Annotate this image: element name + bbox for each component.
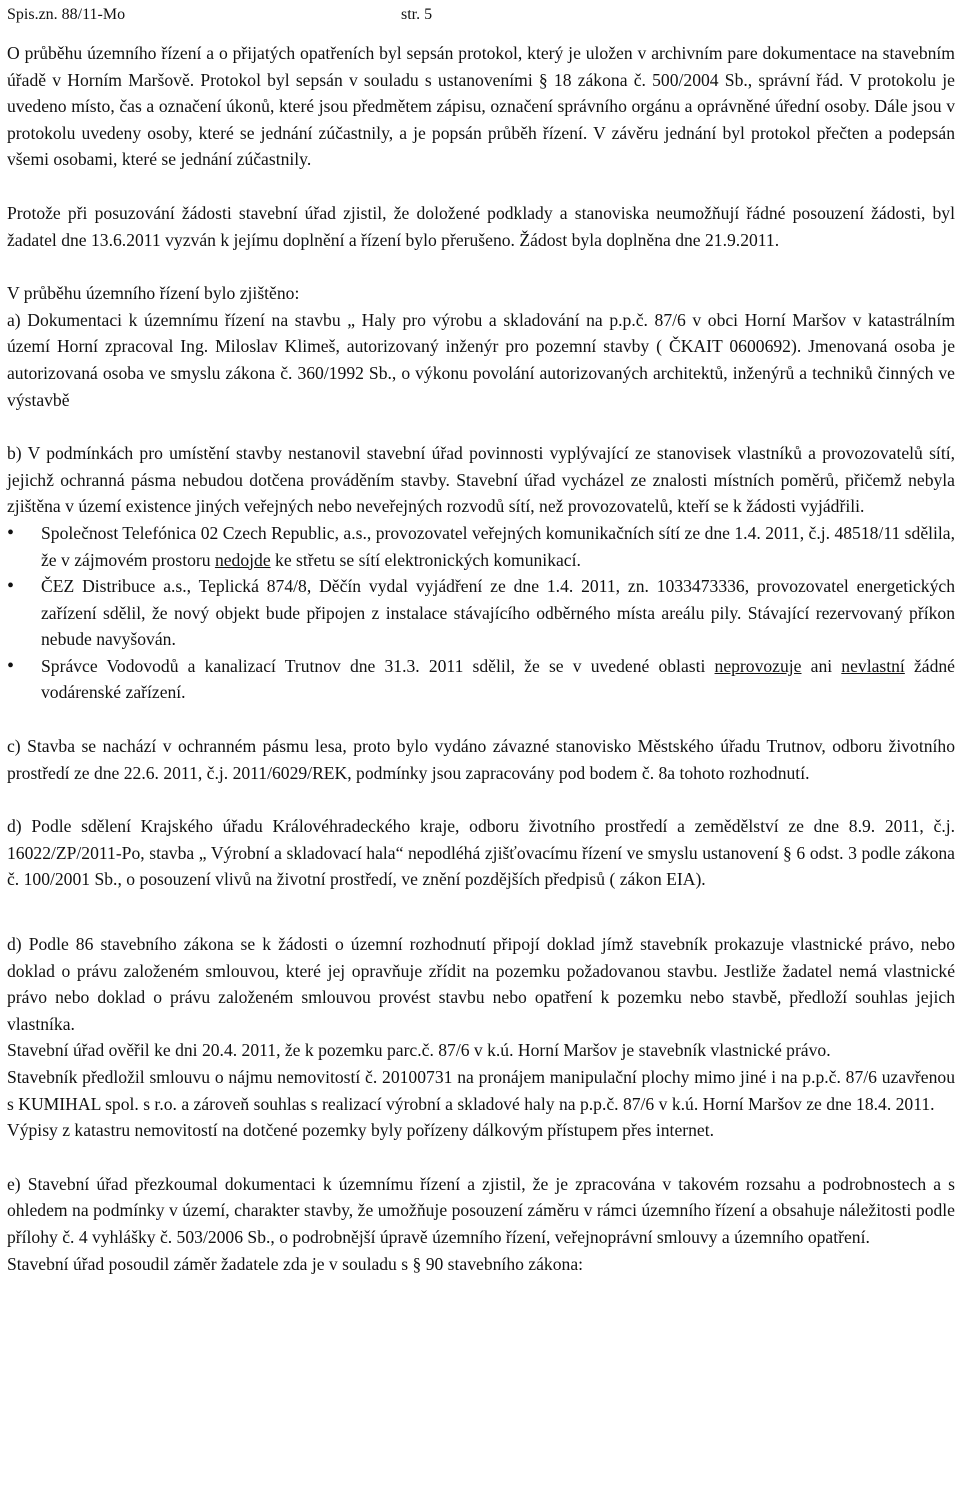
page-number: str. 5: [401, 6, 433, 23]
network-operators-list: [7, 520, 955, 706]
underlined-text: neprovozuje: [714, 655, 802, 676]
list-item: [7, 520, 955, 573]
list-item: [7, 573, 955, 653]
underlined-text: nedojde: [214, 549, 271, 570]
finding-d-eia: d) Podle sdělení Krajského úřadu Královéhradeckého kraje, odboru životního prostředí a zemědělství ze dne 8.9. 2011, č.j. 16022/ZP/2011-Po, stavba „ Výrobní a skladovací hala“ nepodléhá zjišťovacímu řízení ve smyslu ustanovení § 6 odst. 3 podle zákona č. 100/2001 Sb., o posouzení vlivů na životní prostředí, ve znění pozdějších předpisů ( zákon EIA).: [7, 816, 955, 890]
document-page: [7, 0, 955, 1277]
cadastre-extracts: Výpisy z katastru nemovitostí na dotčené pozemky byly pořízeny dálkovým přístupem přes internet.: [7, 1120, 715, 1141]
findings-intro: V průběhu územního řízení bylo zjištěno:: [7, 283, 300, 304]
bullet-icon: •: [7, 575, 15, 598]
paragraph-protocol: O průběhu územního řízení a o přijatých opatřeních byl sepsán protokol, který je uložen v archivním pare dokumentace na stavebním úřadě v Horním Maršově. Protokol byl sepsán v souladu s ustanoveními § 18 zákona č. 500/2004 Sb., správní řád. V protokolu je uvedeno místo, čas a označení úkonů, které jsou předmětem zápisu, označení správního orgánu a oprávněné úřední osoby. Dále jsou v protokolu uvedeny osoby, které se jednání zúčastnily, a je popsán průběh řízení. V závěru jednání byl protokol přečten a podepsán všemi osobami, které se jednání zúčastnily.: [7, 43, 955, 170]
bullet-text: ČEZ Distribuce a.s., Teplická 874/8, Děčín vydal vyjádření ze dne 1.4. 2011, zn. 1033473336, provozovatel energetických zařízení sdělil, že nový objekt bude připojen z instalace stávajícího odběrného místa areálu pily. Stávající rezervovaný příkon nebude navyšován.: [41, 576, 955, 650]
finding-e: e) Stavební úřad přezkoumal dokumentaci k územnímu řízení a zjistil, že je zpracována v takovém rozsahu a podrobnostech a s ohledem na podmínky v území, charakter stavby, že umožňuje posouzení záměru v rámci územního řízení a obsahuje náležitosti podle přílohy č. 4 vyhlášky č. 503/2006 Sb., o podrobnější úpravě územního řízení, veřejnoprávní smlouvy a územního opatření.: [7, 1173, 955, 1247]
list-item: [7, 653, 955, 706]
page-header: [7, 2, 955, 28]
paragraph-interruption: Protože při posuzování žádosti stavební úřad zjistil, že doložené podklady a stanoviska neumožňují řádné posouzení žádosti, byl žadatel dne 13.6.2011 vyzván k jejímu doplnění a řízení bylo přerušeno. Žádost byla doplněna dne 21.9.2011.: [7, 202, 955, 250]
finding-a: a) Dokumentaci k územnímu řízení na stavbu „ Haly pro výrobu a skladování na p.p.č. 87/6 v obci Horní Maršov v katastrálním území Horní zpracoval Ing. Miloslav Klimeš, autorizovaný inženýr pro pozemní stavby ( ČKAIT 0600692). Jmenovaná osoba je autorizovaná osoba ve smyslu zákona č. 360/1992 Sb., o výkonu povolání autorizovaných architektů, inženýrů a techniků činných ve výstavbě: [7, 309, 955, 410]
assessment-line: Stavební úřad posoudil záměr žadatele zda je v souladu s § 90 stavebního zákona:: [7, 1253, 584, 1274]
lease-contract: Stavebník předložil smlouvu o nájmu nemovitostí č. 20100731 na pronájem manipulační plochy mimo jiné i na p.p.č. 87/6 uzavřenou s KUMIHAL spol. s r.o. a zároveň souhlas s realizací výrobní a skladové haly na p.p.č. 87/6 v k.ú. Horní Maršov ze dne 18.4. 2011.: [7, 1067, 955, 1114]
bullet-text: ani: [801, 655, 842, 676]
finding-c: c) Stavba se nachází v ochranném pásmu lesa, proto bylo vydáno závazné stanovisko Městského úřadu Trutnov, odboru životního prostředí ze dne 22.6. 2011, č.j. 2011/6029/REK, podmínky jsou zapracovány pod bodem č. 8a tohoto rozhodnutí.: [7, 736, 955, 783]
file-reference: Spis.zn. 88/11-Mo: [7, 6, 126, 23]
bullet-icon: •: [7, 654, 15, 677]
bullet-text: ke střetu se sítí elektronických komunikací.: [270, 549, 581, 570]
finding-d-ownership: d) Podle 86 stavebního zákona se k žádosti o územní rozhodnutí připojí doklad jímž stavebník prokazuje vlastnické právo, nebo doklad o právu založeném smlouvou, které jej opravňuje zřídit na pozemku požadovanou stavbu. Jestliže žadatel nemá vlastnické právo nebo doklad o právu založeném smlouvou provést stavbu nebo opatření k pozemku nebo stavbě, předloží souhlas jejich vlastníka.: [7, 934, 955, 1034]
bullet-icon: •: [7, 521, 15, 544]
bullet-text: žádné vodárenské zařízení.: [41, 655, 955, 703]
bullet-text: Správce Vodovodů a kanalizací Trutnov dne 31.3. 2011 sdělil, že se v uvedené oblasti: [41, 655, 715, 676]
underlined-text: nevlastní: [841, 655, 905, 676]
bullet-text: Společnost Telefónica 02 Czech Republic, a.s., provozovatel veřejných komunikačních sítí ze dne 1.4. 2011, č.j. 48518/11 sdělila, že v zájmovém prostoru: [41, 522, 955, 570]
ownership-verification: Stavební úřad ověřil ke dni 20.4. 2011, že k pozemku parc.č. 87/6 v k.ú. Horní Maršov je stavebník vlastnické právo.: [7, 1040, 831, 1061]
finding-b: b) V podmínkách pro umístění stavby nestanovil stavební úřad povinnosti vyplývající ze stanovisek vlastníků a provozovatelů sítí, jejichž ochranná pásma nebudou dotčena prováděním stavby. Stavební úřad vycházel ze znalosti místních poměrů, přičemž nebyla zjištěna v území existence jiných veřejných nebo neveřejných rozvodů sítí, než provozovatelů, kteří se k žádosti vyjádřili.: [7, 443, 955, 517]
